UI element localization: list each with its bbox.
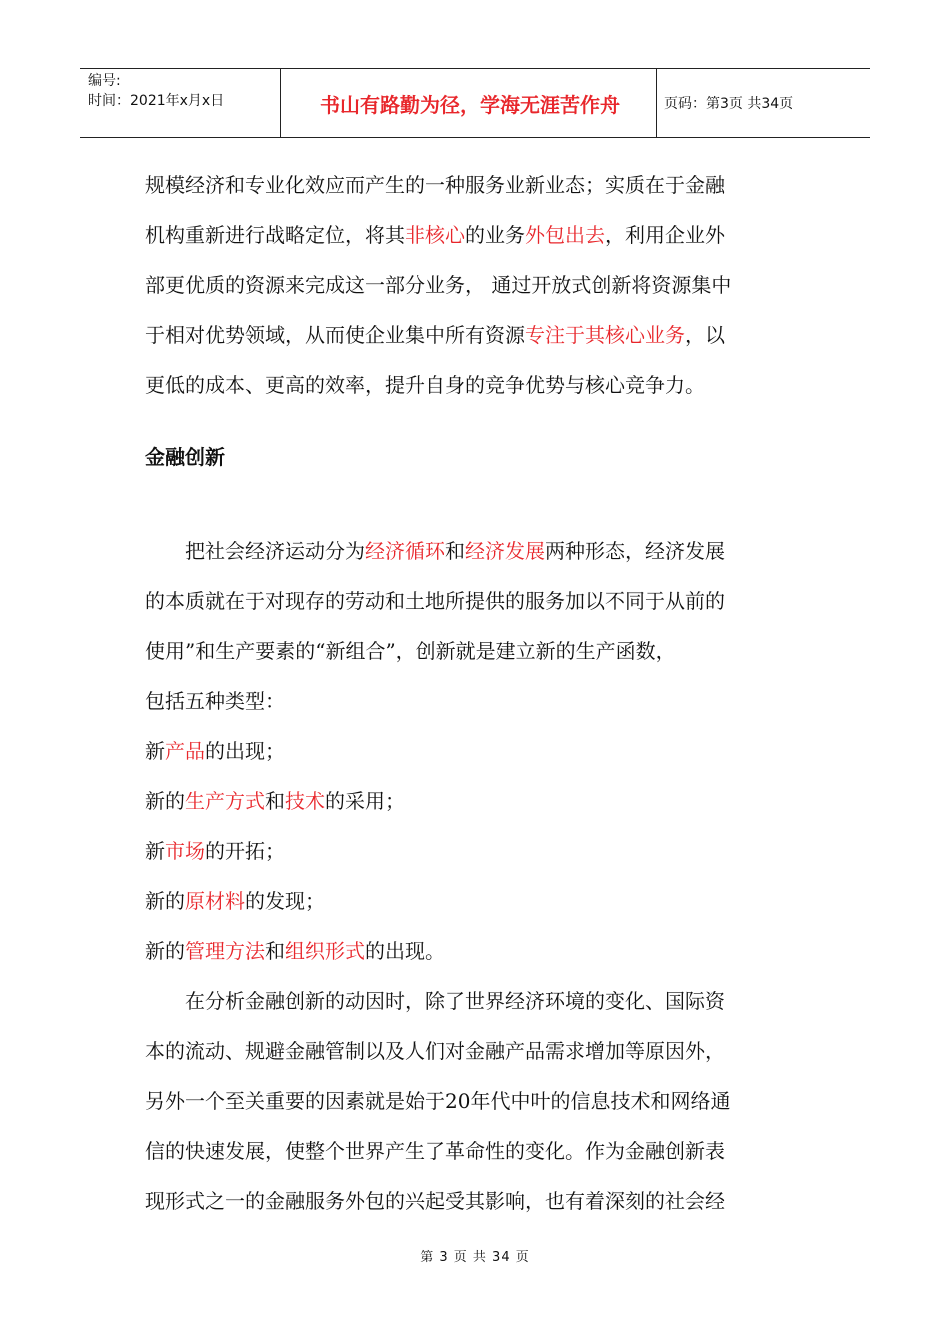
header-divider [280, 69, 281, 137]
highlight-term: 产品 [165, 739, 205, 763]
text-line: 包括五种类型： [145, 689, 285, 713]
list-item: 新产品的出现； [145, 739, 285, 763]
text-line: 现形式之一的金融服务外包的兴起受其影响，也有着深刻的社会经 [145, 1189, 725, 1213]
header-motto: 书山有路勤为径，学海无涯苦作舟 [320, 92, 620, 117]
text-line: 本的流动、规避金融管制以及人们对金融产品需求增加等原因外， [145, 1039, 725, 1063]
paragraph-innovation [145, 526, 820, 726]
doc-code: 编号: [88, 73, 121, 89]
header-meta [88, 71, 224, 111]
text-line: 机构重新进行战略定位，将其非核心的业务外包出去，利用企业外 [145, 223, 725, 247]
section-title: 金融创新 [145, 445, 225, 469]
highlight-term: 非核心 [405, 223, 465, 247]
highlight-term: 组织形式 [285, 939, 365, 963]
text-line: 另外一个至关重要的因素就是始于20年代中叶的信息技术和网络通 [145, 1089, 731, 1113]
highlight-term: 经济发展 [465, 539, 545, 563]
text-line: 的本质就在于对现存的劳动和土地所提供的服务加以不同于从前的 [145, 589, 725, 613]
highlight-term: 技术 [285, 789, 325, 813]
text-line: 使用”和生产要素的“新组合”，创新就是建立新的生产函数， [145, 639, 676, 663]
paragraph-outsourcing [145, 160, 820, 410]
highlight-term: 市场 [165, 839, 205, 863]
highlight-term: 生产方式 [185, 789, 265, 813]
list-item: 新的生产方式和技术的采用； [145, 789, 405, 813]
highlight-term: 管理方法 [185, 939, 265, 963]
text-line: 在分析金融创新的动因时，除了世界经济环境的变化、国际资 [185, 989, 725, 1013]
page-footer: 第 3 页 共 34 页 [420, 1250, 530, 1265]
header-divider [656, 69, 657, 137]
text-line: 更低的成本、更高的效率，提升自身的竞争优势与核心竞争力。 [145, 373, 705, 397]
page-header [80, 68, 870, 138]
text-line: 部更优质的资源来完成这一部分业务， 通过开放式创新将资源集中 [145, 273, 732, 297]
list-item: 新市场的开拓； [145, 839, 285, 863]
highlight-term: 外包出去 [525, 223, 605, 247]
list-item: 新的原材料的发现； [145, 889, 325, 913]
innovation-types-list [145, 726, 820, 976]
highlight-term: 经济循环 [365, 539, 445, 563]
header-page-info: 页码：第3页 共34页 [664, 96, 794, 112]
document-body [145, 160, 820, 1226]
paragraph-drivers [145, 976, 820, 1226]
doc-time: 时间：2021年x月x日 [88, 93, 225, 109]
text-line: 于相对优势领域，从而使企业集中所有资源专注于其核心业务，以 [145, 323, 725, 347]
highlight-term: 原材料 [185, 889, 245, 913]
list-item: 新的管理方法和组织形式的出现。 [145, 939, 445, 963]
highlight-term: 专注于其核心业务 [525, 323, 685, 347]
text-line: 信的快速发展，使整个世界产生了革命性的变化。作为金融创新表 [145, 1139, 725, 1163]
text-line: 规模经济和专业化效应而产生的一种服务业新业态；实质在于金融 [145, 173, 725, 197]
text-line: 把社会经济运动分为经济循环和经济发展两种形态，经济发展 [185, 539, 725, 563]
